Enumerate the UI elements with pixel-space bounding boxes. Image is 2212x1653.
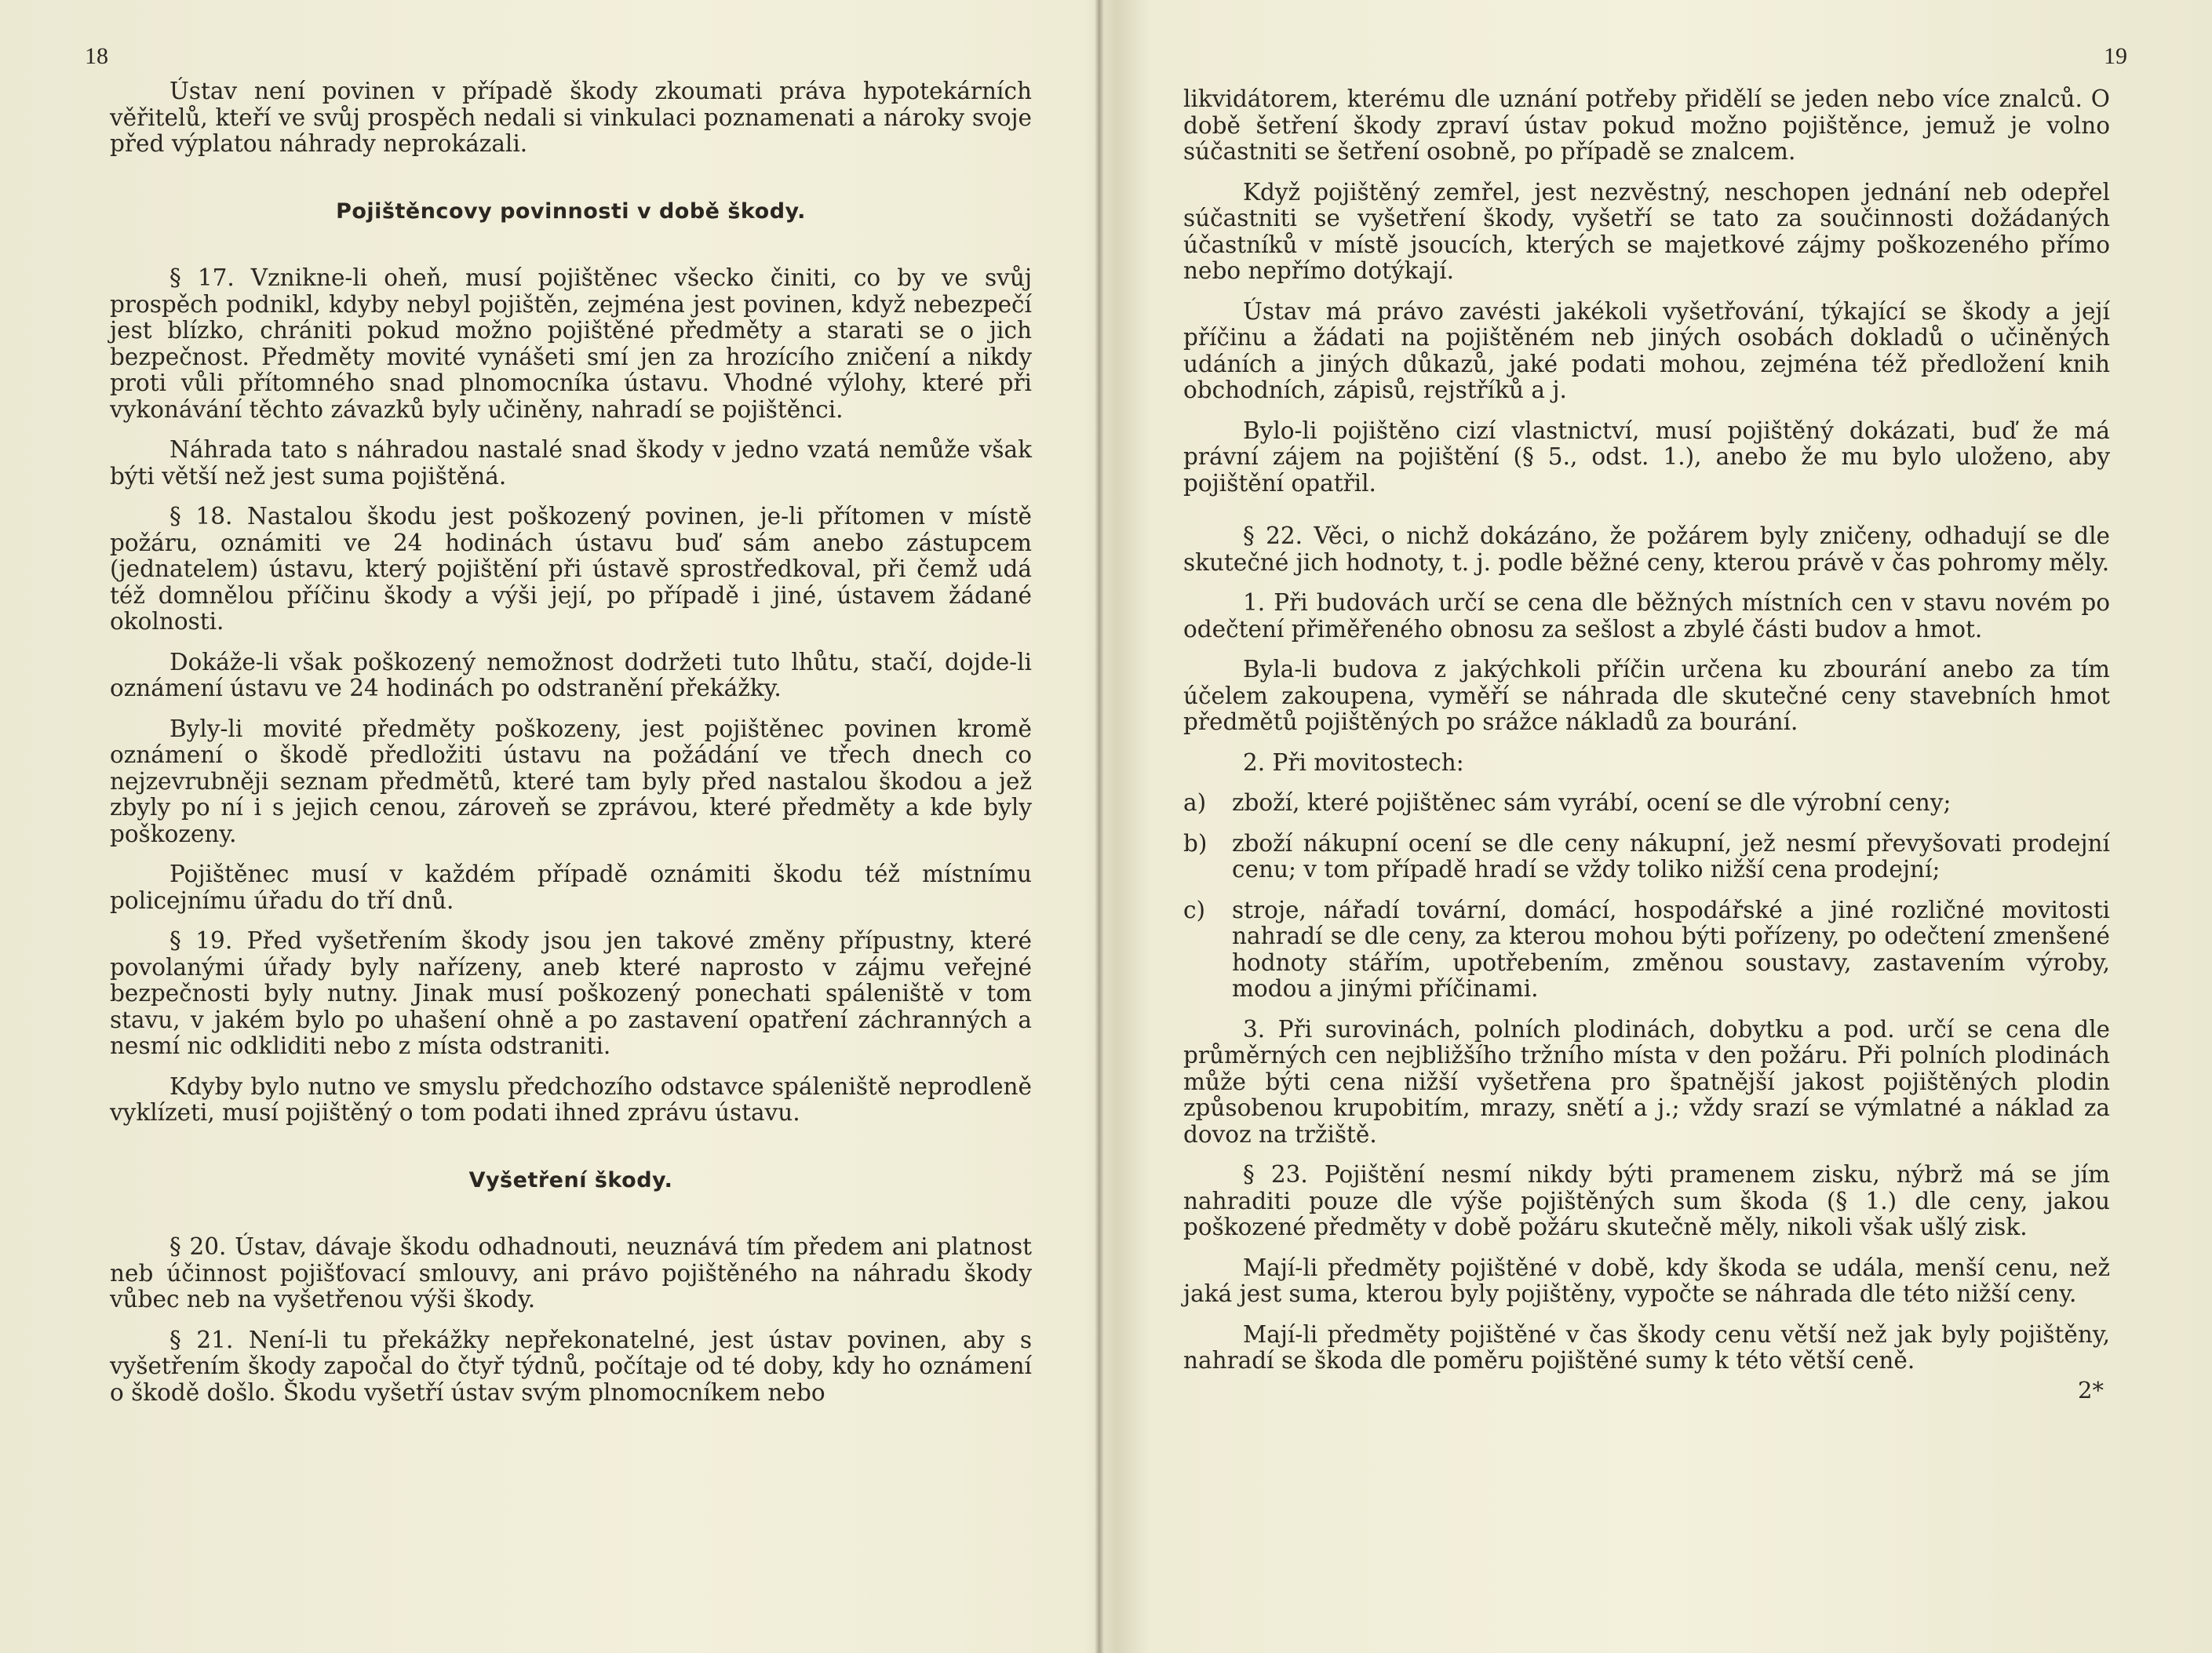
paragraph: Ústav má právo zavésti jakékoli vyšetřování, týkající se škody a její příčinu a žádati na pojištěném neb jiných osobách dokladů o učiněných udáních a jiných důkazů, jaké podati mohou, zejména též předložení knih obchodních, zápisů, rejstříků a j. <box>1183 297 2110 403</box>
paragraph: Ústav není povinen v případě škody zkoumati práva hypotekárních věřitelů, kteří ve svůj prospěch nedali si vinkulaci poznamenati a nároky svoje před výplatou náhrady neprokázali. <box>110 78 1032 157</box>
right-page <box>1105 0 2212 1653</box>
signature-mark: 2* <box>2078 1376 2104 1404</box>
paragraph: § 18. Nastalou škodu jest poškozený povinen, je-li přítomen v místě požáru, oznámiti ve 24 hodinách ústavu buď sám anebo zástupcem (jednatelem) ústavu, který pojištění při ústavě sprostředkoval, při čemž udá též domnělou příčinu škody a výši její, po případě i jiné, ústavem žádané okolnosti. <box>110 503 1032 635</box>
paragraph: Náhrada tato s náhradou nastalé snad škody v jedno vzatá nemůže však býti větší než jest suma pojištěná. <box>110 436 1032 490</box>
paragraph: 1. Při budovách určí se cena dle běžných místních cen v stavu novém po odečtení přiměřeného obnosu za sešlost a zbylé části budov a hmot. <box>1183 589 2110 643</box>
section-heading: Vyšetření škody. <box>468 1167 673 1192</box>
list-item <box>1183 831 2110 883</box>
page-number: 19 <box>2104 43 2127 69</box>
list-item-text: stroje, nářadí tovární, domácí, hospodářské a jiné rozličné movitosti nahradí se dle ceny, za kterou mohou býti pořízeny, po odečtení zmenšené hodnoty stářím, upotřebením, změnou soustavy, zastavením výroby, modou a jinými příčinami. <box>1232 896 2110 1002</box>
book-gutter <box>1095 0 1104 1653</box>
paragraph: 3. Při surovinách, polních plodinách, dobytku a pod. určí se cena dle průměrných cen nejbližšího tržního místa v den požáru. Při polních plodinách může býti cena nižší vyšetřena pro špatnější jakost pojištěných plodin způsobenou krupobitím, mrazy, snětí a j.; vždy srazí se výmlatné a náklad za dovoz na tržiště. <box>1183 1015 2110 1148</box>
paragraph: Mají-li předměty pojištěné v čas škody cenu větší než jak byly pojištěny, nahradí se škoda dle poměru pojištěné sumy k této větší ceně. <box>1183 1320 2110 1374</box>
paragraph: Dokáže-li však poškozený nemožnost dodržeti tuto lhůtu, stačí, dojde-li oznámení ústavu ve 24 hodinách po odstranění překážky. <box>110 648 1032 701</box>
paragraph: Když pojištěný zemřel, jest nezvěstný, neschopen jednání neb odepřel súčastniti se vyšetření škody, vyšetří se tato za součinnosti dožádaných účastníků v místě jsoucích, kterých se majetkové zájmy poškozeného přímo nebo nepřímo dotýkají. <box>1183 178 2110 284</box>
paragraph: § 19. Před vyšetřením škody jsou jen takové změny přípustny, které povolanými úřady byly nařízeny, aneb které naprosto v zájmu veřejné bezpečnosti byly nutny. Jinak musí poškozený ponechati spáleniště v tom stavu, v jakém bylo po uhašení ohně a po zastavení opatření záchranných a nesmí nic odkliditi nebo z místa odstraniti. <box>110 927 1032 1059</box>
page-body <box>110 78 1032 1406</box>
page-body <box>1183 86 2110 1404</box>
paragraph: Pojištěnec musí v každém případě oznámiti škodu též místnímu policejnímu úřadu do tří dnů. <box>110 861 1032 914</box>
list-marker: a) <box>1183 789 1207 816</box>
paragraph: § 17. Vznikne-li oheň, musí pojištěnec všecko činiti, co by ve svůj prospěch podnikl, kdyby nebyl pojištěn, zejména jest povinen, když nebezpečí jest blízko, chrániti pokud možno pojištěné předměty a starati se o jich bezpečnost. Předměty movité vynášeti smí jen za hrozícího zničení a nikdy proti vůli přítomného snad plnomocníka ústavu. Vhodné výlohy, které při vykonávání těchto závazků byly učiněny, nahradí se pojištěnci. <box>110 264 1032 423</box>
paragraph: § 21. Není-li tu překážky nepřekonatelné, jest ústav povinen, aby s vyšetřením škody započal do čtyř týdnů, počítaje od té doby, kdy ho oznámení o škodě došlo. Škodu vyšetří ústav svým plnomocníkem nebo <box>110 1326 1032 1406</box>
list-marker: b) <box>1183 829 1208 857</box>
section-heading: Pojištěncovy povinnosti v době škody. <box>336 198 806 224</box>
list-item-text: zboží nákupní ocení se dle ceny nákupní, jež nesmí převyšovati prodejní cenu; v tom případě hradí se vždy toliko nižší cena prodejní; <box>1232 829 2110 883</box>
paragraph: Kdyby bylo nutno ve smyslu předchozího odstavce spáleniště neprodleně vyklízeti, musí pojištěný o tom podati ihned zprávu ústavu. <box>110 1072 1032 1126</box>
paragraph: § 20. Ústav, dávaje škodu odhadnouti, neuznává tím předem ani platnost neb účinnost pojišťovací smlouvy, ani právo pojištěného na náhradu škody vůbec neb na vyšetřenou výši škody. <box>110 1233 1032 1313</box>
list-item-text: zboží, které pojištěnec sám vyrábí, ocení se dle výrobní ceny; <box>1232 789 1951 816</box>
paragraph: Byla-li budova z jakýchkoli příčin určena ku zbourání anebo za tím účelem zakoupena, vyměří se náhrada dle skutečné ceny stavebních hmot předmětů pojištěných po srážce nákladů za bourání. <box>1183 656 2110 735</box>
paragraph: § 22. Věci, o nichž dokázáno, že požárem byly zničeny, odhadují se dle skutečné jich hodnoty, t. j. podle běžné ceny, kterou právě v čas pohromy měly. <box>1183 522 2110 576</box>
left-page <box>0 0 1095 1653</box>
list-item <box>1183 790 2110 817</box>
paragraph: § 23. Pojištění nesmí nikdy býti pramenem zisku, nýbrž má se jím nahraditi pouze dle výše pojištěných sum škoda (§ 1.) dle ceny, jakou poškozené předměty v době požáru skutečně měly, nikoli však ušlý zisk. <box>1183 1161 2110 1240</box>
paragraph: Byly-li movité předměty poškozeny, jest pojištěnec povinen kromě oznámení o škodě předložiti ústavu na požádání ve třech dnech co nejzevrubněji seznam předmětů, které tam byly před nastalou škodou a jež zbyly po ní i s jejich cenou, zároveň se zprávou, které předměty a kde byly poškozeny. <box>110 715 1032 847</box>
paragraph: 2. Při movitostech: <box>1243 748 1464 776</box>
paragraph: Mají-li předměty pojištěné v době, kdy škoda se udála, menší cenu, než jaká jest suma, kterou byly pojištěny, vypočte se náhrada dle této nižší ceny. <box>1183 1254 2110 1307</box>
list-marker: c) <box>1183 896 1206 923</box>
page-number: 18 <box>85 43 108 69</box>
list-item <box>1183 897 2110 1003</box>
paragraph: Bylo-li pojištěno cizí vlastnictví, musí pojištěný dokázati, buď že má právní zájem na pojištění (§ 5., odst. 1.), anebo že mu bylo uloženo, aby pojištění opatřil. <box>1183 417 2110 497</box>
paragraph: likvidátorem, kterému dle uznání potřeby přidělí se jeden nebo více znalců. O době šetření škody zpraví ústav pokud možno pojištěnce, jemuž je volno súčastniti se šetření osobně, po případě se znalcem. <box>1183 86 2110 165</box>
